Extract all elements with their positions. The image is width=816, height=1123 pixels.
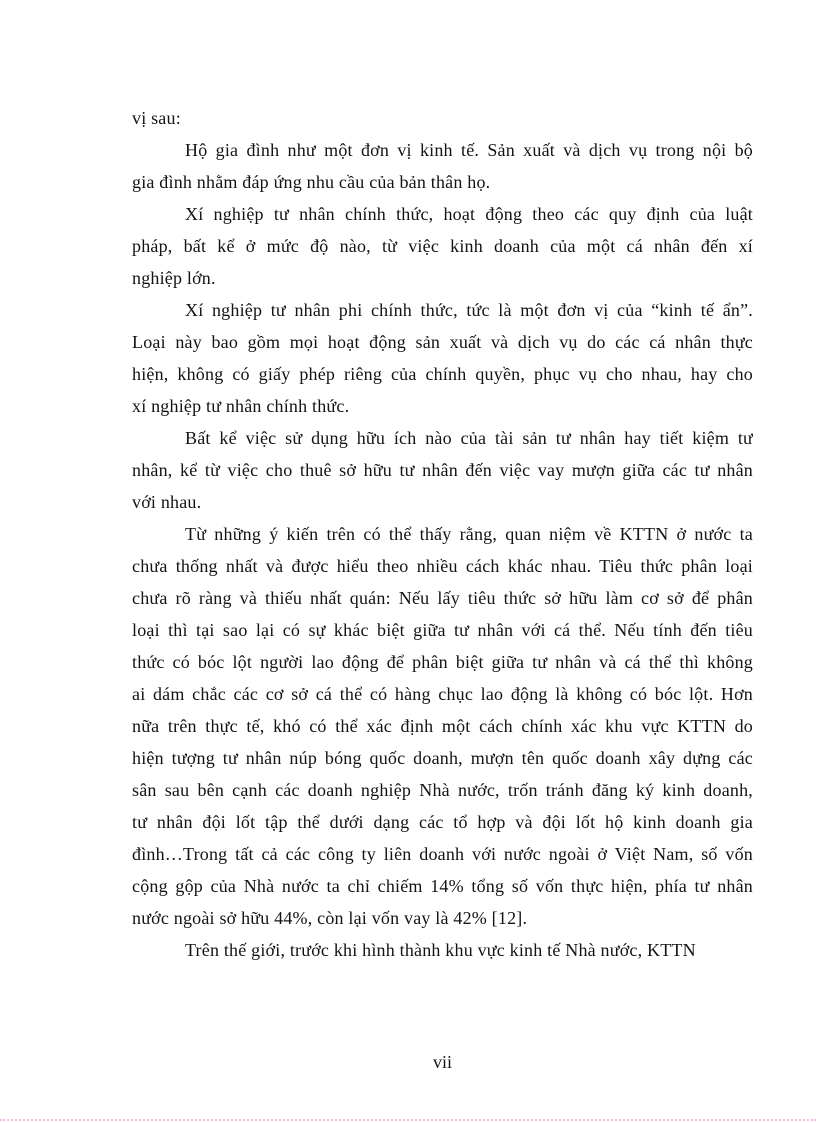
text-line: Xí nghiệp tư nhân phi chính thức, tức là một đơn vị của “kinh tế ẩn”. <box>185 300 753 320</box>
text-line: nữa trên thực tế, khó có thể xác định một cách chính xác khu vực KTTN do <box>132 716 753 736</box>
text-line: nước ngoài sở hữu 44%, còn lại vốn vay là 42% [12]. <box>132 908 528 928</box>
paragraph <box>132 198 753 294</box>
text-line: Hộ gia đình như một đơn vị kinh tế. Sản xuất và dịch vụ trong nội bộ <box>185 140 753 160</box>
text-line: nghiệp lớn. <box>132 268 216 288</box>
text-line: ai dám chắc các cơ sở cá thể có hàng chục lao động là không có bóc lột. Hơn <box>132 684 753 704</box>
text-line: đình…Trong tất cả các công ty liên doanh với nước ngoài ở Việt Nam, số vốn <box>132 844 753 864</box>
text-line: Trên thế giới, trước khi hình thành khu vực kinh tế Nhà nước, KTTN <box>185 940 696 960</box>
paragraph <box>132 134 753 198</box>
text-line: Loại này bao gồm mọi hoạt động sản xuất và dịch vụ do các cá nhân thực <box>132 332 753 352</box>
text-line: chưa rõ ràng và thiếu nhất quán: Nếu lấy tiêu thức sở hữu làm cơ sở để phân <box>132 588 753 608</box>
body-text <box>132 102 753 966</box>
text-line: thức có bóc lột người lao động để phân biệt giữa tư nhân và cá thể thì không <box>132 652 753 672</box>
text-line: Từ những ý kiến trên có thể thấy rằng, quan niệm về KTTN ở nước ta <box>185 524 753 544</box>
text-line: Bất kể việc sử dụng hữu ích nào của tài sản tư nhân hay tiết kiệm tư <box>185 428 753 448</box>
paragraph <box>132 518 753 934</box>
text-line: cộng gộp của Nhà nước ta chỉ chiếm 14% tổng số vốn thực hiện, phía tư nhân <box>132 876 753 896</box>
text-line: sân sau bên cạnh các doanh nghiệp Nhà nước, trốn tránh đăng ký kinh doanh, <box>132 780 753 800</box>
text-line: hiện tượng tư nhân núp bóng quốc doanh, mượn tên quốc doanh xây dựng các <box>132 748 753 768</box>
paragraph <box>132 934 753 966</box>
page-number: vii <box>432 1052 452 1072</box>
text-line: vị sau: <box>132 108 181 128</box>
paragraph <box>132 294 753 422</box>
text-line: loại thì tại sao lại có sự khác biệt giữa tư nhân với cá thể. Nếu tính đến tiêu <box>132 620 753 640</box>
text-line: chưa thống nhất và được hiểu theo nhiều cách khác nhau. Tiêu thức phân loại <box>132 556 753 576</box>
paragraph <box>132 102 753 134</box>
text-line: với nhau. <box>132 492 202 512</box>
text-line: hiện, không có giấy phép riêng của chính quyền, phục vụ cho nhau, hay cho <box>132 364 753 384</box>
text-line: gia đình nhằm đáp ứng nhu cầu của bản thân họ. <box>132 172 491 192</box>
text-line: Xí nghiệp tư nhân chính thức, hoạt động theo các quy định của luật <box>185 204 753 224</box>
page-break-indicator <box>0 1119 816 1121</box>
text-line: tư nhân đội lốt tập thể dưới dạng các tổ hợp và đội lốt hộ kinh doanh gia <box>132 812 753 832</box>
text-line: xí nghiệp tư nhân chính thức. <box>132 396 350 416</box>
text-line: nhân, kể từ việc cho thuê sở hữu tư nhân đến việc vay mượn giữa các tư nhân <box>132 460 753 480</box>
text-line: pháp, bất kể ở mức độ nào, từ việc kinh doanh của một cá nhân đến xí <box>132 236 753 256</box>
paragraph <box>132 422 753 518</box>
